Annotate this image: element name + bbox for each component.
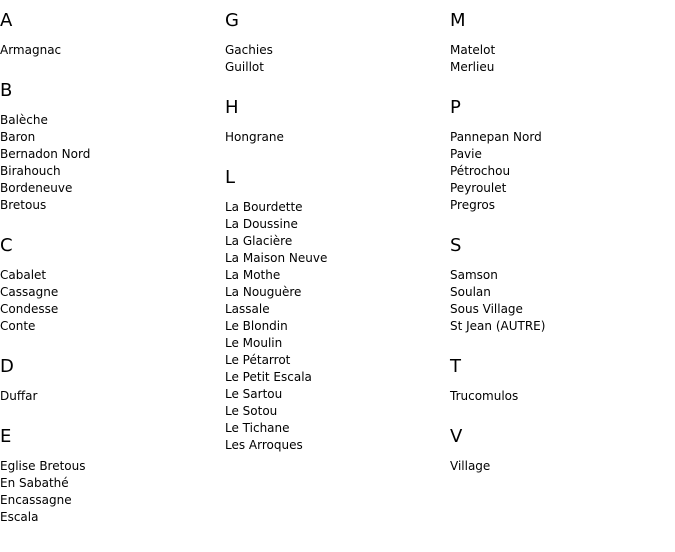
place-link[interactable]: Pregros: [450, 198, 495, 212]
place-link[interactable]: Pavie: [450, 147, 482, 161]
place-link[interactable]: Cassagne: [0, 285, 59, 299]
place-list: [0, 42, 220, 59]
place-link[interactable]: Le Moulin: [225, 336, 283, 350]
place-link[interactable]: Le Sartou: [225, 387, 283, 401]
letter-group: [450, 235, 670, 335]
place-link[interactable]: La Doussine: [225, 217, 298, 231]
place-link[interactable]: Condesse: [0, 302, 59, 316]
place-link[interactable]: Eglise Bretous: [0, 459, 86, 473]
letter-heading: G: [225, 10, 239, 31]
place-link[interactable]: Bernadon Nord: [0, 147, 91, 161]
place-link[interactable]: Village: [450, 459, 491, 473]
place-link[interactable]: Guillot: [225, 60, 264, 74]
place-link[interactable]: La Glacière: [225, 234, 293, 248]
place-link[interactable]: Le Blondin: [225, 319, 288, 333]
place-list: [450, 267, 670, 335]
place-list: [225, 129, 445, 146]
place-link[interactable]: Soulan: [450, 285, 491, 299]
place-list: [450, 388, 670, 405]
letter-heading: L: [225, 167, 236, 188]
place-link[interactable]: Bordeneuve: [0, 181, 73, 195]
place-link[interactable]: La Maison Neuve: [225, 251, 328, 265]
place-link[interactable]: Gachies: [225, 43, 273, 57]
letter-heading: B: [0, 80, 13, 101]
place-link[interactable]: Encassagne: [0, 493, 72, 507]
place-list: [0, 458, 220, 526]
place-link[interactable]: Sous Village: [450, 302, 523, 316]
place-list: [0, 112, 220, 214]
place-link[interactable]: St Jean (AUTRE): [450, 319, 546, 333]
letter-group: [225, 167, 445, 454]
letter-group: [450, 10, 670, 76]
letter-heading: T: [450, 356, 461, 377]
letter-group: [0, 426, 220, 526]
place-link[interactable]: Le Petit Escala: [225, 370, 312, 384]
letter-group: [225, 97, 445, 146]
place-link[interactable]: Armagnac: [0, 43, 62, 57]
letter-group: [225, 10, 445, 76]
place-link[interactable]: Pannepan Nord: [450, 130, 542, 144]
place-list: [225, 199, 445, 454]
place-link[interactable]: Merlieu: [450, 60, 495, 74]
place-link[interactable]: Lassale: [225, 302, 270, 316]
place-link[interactable]: Cabalet: [0, 268, 47, 282]
place-link[interactable]: Duffar: [0, 389, 38, 403]
letter-heading: V: [450, 426, 463, 447]
letter-heading: H: [225, 97, 239, 118]
place-list: [450, 458, 670, 475]
place-link[interactable]: En Sabathé: [0, 476, 69, 490]
place-list: [450, 129, 670, 214]
letter-group: [450, 356, 670, 405]
place-link[interactable]: La Nouguère: [225, 285, 302, 299]
place-list: [450, 42, 670, 76]
index-column-3: [450, 10, 670, 496]
place-link[interactable]: Bretous: [0, 198, 47, 212]
letter-heading: A: [0, 10, 13, 31]
letter-heading: E: [0, 426, 12, 447]
place-link[interactable]: Pétrochou: [450, 164, 511, 178]
place-link[interactable]: Le Tichane: [225, 421, 290, 435]
letter-group: [0, 235, 220, 335]
letter-group: [0, 80, 220, 214]
place-link[interactable]: La Bourdette: [225, 200, 303, 214]
place-link[interactable]: Hongrane: [225, 130, 284, 144]
letter-heading: S: [450, 235, 462, 256]
index-column-1: [0, 10, 220, 547]
place-link[interactable]: Birahouch: [0, 164, 61, 178]
place-link[interactable]: Trucomulos: [450, 389, 519, 403]
place-link[interactable]: Les Arroques: [225, 438, 303, 452]
letter-group: [0, 10, 220, 59]
place-list: [0, 267, 220, 335]
letter-heading: M: [450, 10, 466, 31]
place-list: [225, 42, 445, 76]
place-list: [0, 388, 220, 405]
letter-group: [0, 356, 220, 405]
place-link[interactable]: Conte: [0, 319, 36, 333]
letter-group: [450, 97, 670, 214]
place-link[interactable]: Peyroulet: [450, 181, 507, 195]
index-column-2: [225, 10, 445, 475]
letter-heading: P: [450, 97, 461, 118]
place-link[interactable]: Samson: [450, 268, 498, 282]
letter-heading: D: [0, 356, 14, 377]
place-link[interactable]: Baron: [0, 130, 36, 144]
place-link[interactable]: Escala: [0, 510, 39, 524]
letter-heading: C: [0, 235, 13, 256]
place-link[interactable]: La Mothe: [225, 268, 281, 282]
place-link[interactable]: Le Pétarrot: [225, 353, 291, 367]
place-link[interactable]: Le Sotou: [225, 404, 278, 418]
letter-group: [450, 426, 670, 475]
place-link[interactable]: Balèche: [0, 113, 48, 127]
place-link[interactable]: Matelot: [450, 43, 496, 57]
